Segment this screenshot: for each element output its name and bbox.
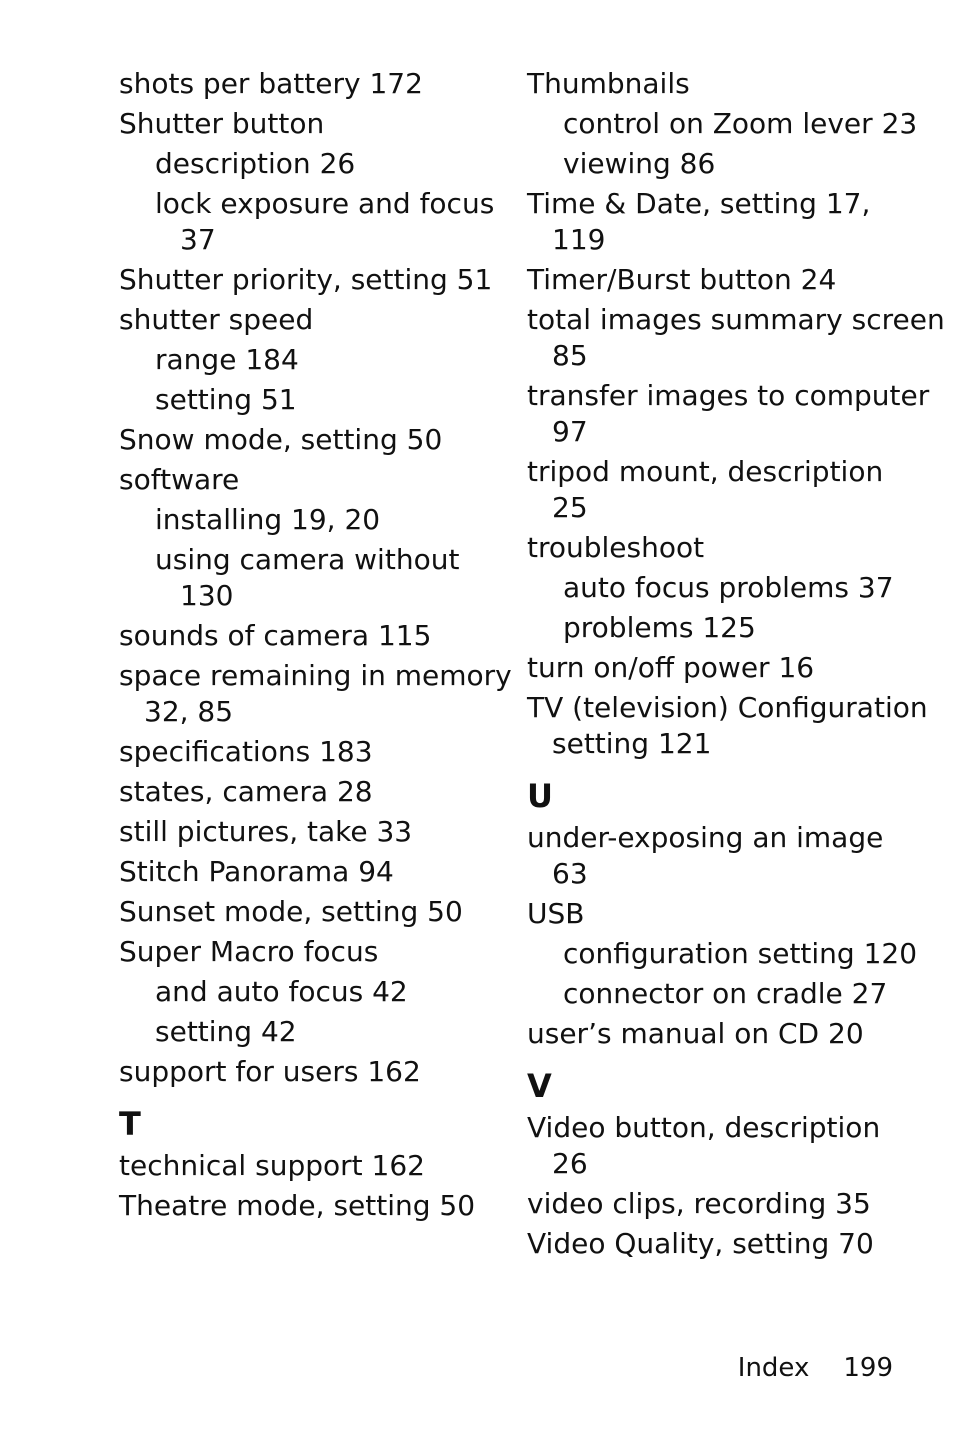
index-entry-text: Snow mode, setting 50 (119, 423, 443, 456)
index-entry (527, 690, 927, 762)
index-entry (119, 462, 499, 498)
index-subentry (119, 1014, 499, 1050)
index-section-letter: T (119, 1105, 141, 1143)
index-entry-text: Video Quality, setting 70 (527, 1227, 874, 1260)
index-column-right (527, 66, 945, 1266)
index-entry-text: connector on cradle 27 (563, 977, 888, 1010)
index-entry-text: sounds of camera 115 (119, 619, 432, 652)
index-entry-continuation: 130 (180, 579, 234, 612)
index-entry-text: viewing 86 (563, 147, 716, 180)
index-entry (119, 422, 499, 458)
index-entry-text: troubleshoot (527, 531, 705, 564)
index-entry (119, 302, 499, 338)
index-subentry (527, 146, 927, 182)
index-entry-continuation: 25 (552, 491, 588, 524)
index-entry-text: TV (television) Configuration (527, 691, 928, 724)
index-entry (527, 186, 927, 258)
index-entry-text: and auto focus 42 (155, 975, 408, 1008)
index-entry (527, 66, 927, 102)
index-entry-text: user’s manual on CD 20 (527, 1017, 864, 1050)
index-entry-text: Stitch Panorama 94 (119, 855, 394, 888)
index-entry (119, 734, 499, 770)
index-entry (527, 1186, 927, 1222)
index-entry-text: control on Zoom lever 23 (563, 107, 918, 140)
index-subentry (119, 542, 499, 614)
index-entry-text: video clips, recording 35 (527, 1187, 871, 1220)
index-entry-text: Sunset mode, setting 50 (119, 895, 463, 928)
index-entry (527, 302, 945, 374)
index-section-letter: V (527, 1067, 552, 1105)
index-entry-text: Time & Date, setting 17, (527, 187, 871, 220)
index-entry-continuation: setting 121 (552, 727, 712, 760)
index-entry (119, 814, 499, 850)
index-subentry (527, 936, 927, 972)
index-entry-text: Super Macro focus (119, 935, 379, 968)
index-entry-continuation: 32, 85 (144, 695, 234, 728)
page-footer (738, 1352, 893, 1384)
index-entry (527, 1226, 927, 1262)
index-section-letter: U (527, 777, 553, 815)
index-entry (119, 854, 499, 890)
index-entry (119, 934, 499, 970)
index-entry-text: Theatre mode, setting 50 (119, 1189, 476, 1222)
index-entry-text: configuration setting 120 (563, 937, 918, 970)
index-entry (119, 774, 499, 810)
index-subentry (119, 502, 499, 538)
index-entry (527, 454, 927, 526)
index-subentry (119, 186, 499, 258)
index-entry-text: using camera without (155, 543, 460, 576)
index-entry (119, 1188, 499, 1224)
index-entry (527, 896, 927, 932)
index-entry-text: space remaining in memory (119, 659, 512, 692)
index-entry (119, 1148, 499, 1184)
index-entry-continuation: 97 (552, 415, 588, 448)
index-entry (119, 618, 499, 654)
index-entry-text: states, camera 28 (119, 775, 373, 808)
index-entry-text: description 26 (155, 147, 356, 180)
index-entry-text: turn on/off power 16 (527, 651, 815, 684)
index-entry (119, 262, 499, 298)
index-entry-text: setting 42 (155, 1015, 297, 1048)
index-entry-text: shots per battery 172 (119, 67, 423, 100)
index-entry-text: transfer images to computer (527, 379, 930, 412)
index-entry-continuation: 26 (552, 1147, 588, 1180)
index-entry (119, 1054, 499, 1090)
index-entry-text: installing 19, 20 (155, 503, 381, 536)
index-entry-continuation: 63 (552, 857, 588, 890)
index-entry-text: technical support 162 (119, 1149, 425, 1182)
index-entry-text: support for users 162 (119, 1055, 421, 1088)
index-entry-continuation: 37 (180, 223, 216, 256)
index-subentry (527, 570, 927, 606)
footer-page-number: 199 (843, 1353, 893, 1383)
index-subentry (119, 342, 499, 378)
index-entry-text: Timer/Burst button 24 (527, 263, 837, 296)
index-subentry (527, 610, 927, 646)
index-entry (119, 106, 499, 142)
footer-section-label: Index (737, 1353, 810, 1383)
index-entry (527, 1110, 927, 1182)
index-entry-text: tripod mount, description (527, 455, 884, 488)
index-subentry (119, 146, 499, 182)
index-entry-text: specifications 183 (119, 735, 373, 768)
index-entry-text: range 184 (155, 343, 299, 376)
index-entry-text: software (119, 463, 240, 496)
index-entry-text: Thumbnails (527, 67, 690, 100)
index-subentry (527, 976, 927, 1012)
index-entry-text: problems 125 (563, 611, 756, 644)
index-entry-text: Video button, description (527, 1111, 881, 1144)
index-subentry (119, 382, 499, 418)
index-entry-continuation: 119 (552, 223, 606, 256)
index-entry (119, 894, 499, 930)
index-entry-text: total images summary screen (527, 303, 945, 336)
index-entry-text: Shutter priority, setting 51 (119, 263, 493, 296)
index-entry-text: USB (527, 897, 585, 930)
index-entry (527, 262, 927, 298)
index-entry (527, 820, 927, 892)
index-entry-text: lock exposure and focus (155, 187, 495, 220)
index-entry (527, 378, 930, 450)
index-subentry (119, 974, 499, 1010)
index-entry-text: Shutter button (119, 107, 325, 140)
index-entry-text: shutter speed (119, 303, 314, 336)
index-entry (527, 650, 927, 686)
index-entry-text: setting 51 (155, 383, 297, 416)
index-subentry (527, 106, 927, 142)
index-entry (527, 530, 927, 566)
index-entry-text: under-exposing an image (527, 821, 884, 854)
index-entry-text: auto focus problems 37 (563, 571, 894, 604)
index-entry (119, 658, 512, 730)
index-entry (527, 1016, 927, 1052)
index-entry-text: still pictures, take 33 (119, 815, 413, 848)
index-entry (119, 66, 499, 102)
index-column-left (119, 66, 512, 1228)
index-entry-continuation: 85 (552, 339, 588, 372)
